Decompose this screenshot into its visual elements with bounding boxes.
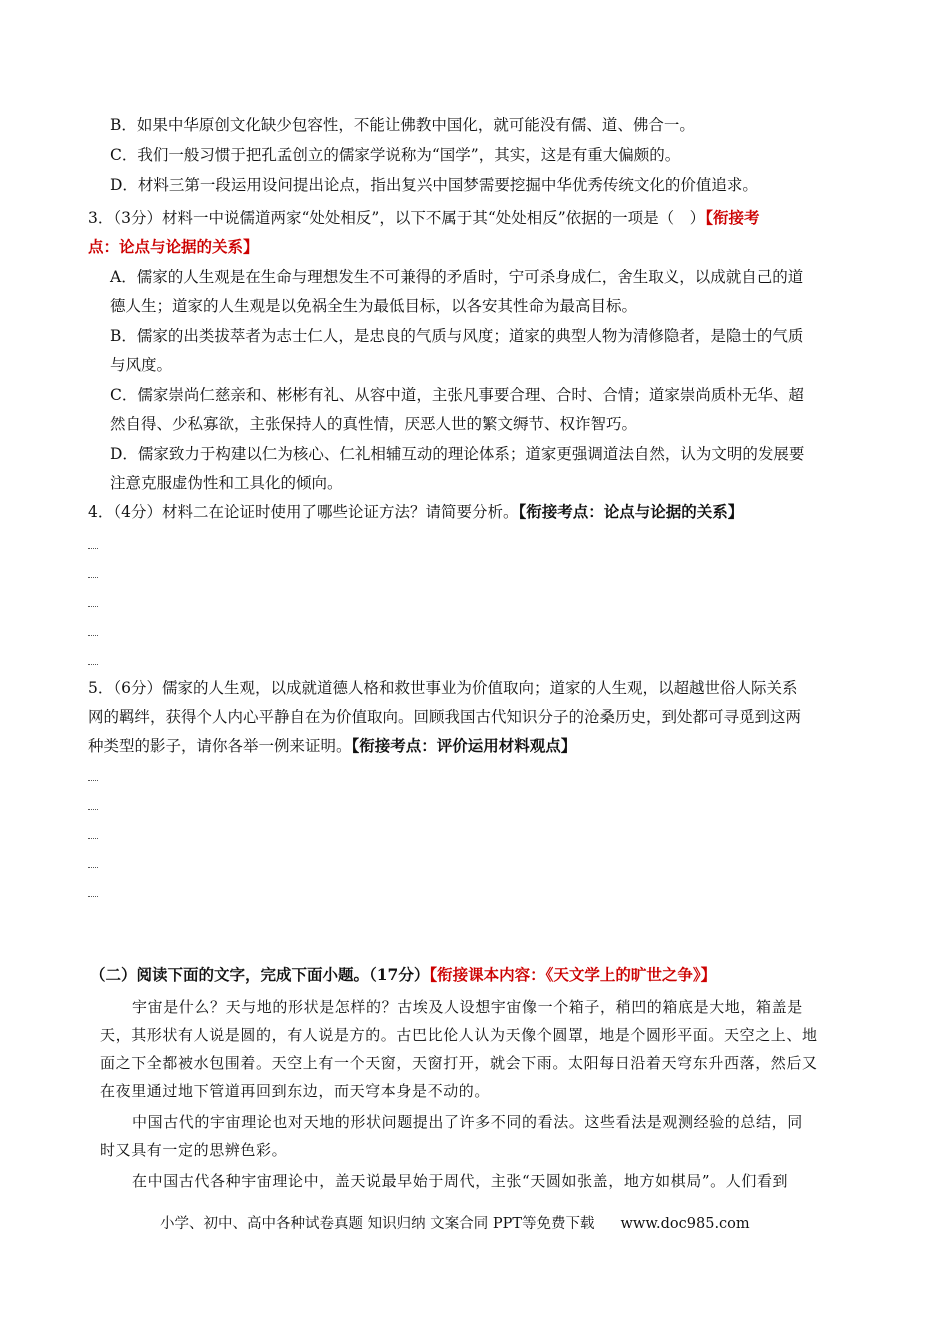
q3-option-b-line1: B．儒家的出类拔萃者为志士仁人，是忠良的气质与风度；道家的典型人物为清修隐者，是隐士的气质 [110,327,804,345]
section2-heading [90,964,716,986]
passage-p2-line1: 中国古代的宇宙理论也对天地的形状问题提出了许多不同的看法。这些看法是观测经验的总结，同 [132,1113,803,1131]
q4-answer-line-4[interactable] [88,635,98,636]
q5-answer-line-1[interactable] [88,780,98,781]
passage-p1-line2: 天，其形状有人说是圆的，有人说是方的。古巴比伦人认为天像个圆罩，地是个圆形平面。天空之上、地 [100,1026,818,1044]
q3-tag-part2: 点：论点与论据的关系】 [88,237,259,256]
passage-p2-line2: 时又具有一定的思辨色彩。 [100,1141,288,1159]
q4-stem [88,501,743,523]
q5-stem-line2: 网的羁绊，获得个人内心平静自在为价值取向。回顾我国古代知识分子的沧桑历史，到处都可寻觅到这两 [88,708,802,726]
q3-stem [88,207,759,229]
q3-option-b-line2: 与风度。 [110,356,173,374]
passage-p1-line1: 宇宙是什么？天与地的形状是怎样的？古埃及人设想宇宙像一个箱子，稍凹的箱底是大地，箱盖是 [132,998,803,1016]
section2-tag: 【衔接课本内容：《天文学上的旷世之争》】 [429,965,717,984]
q5-stem-line3-text: 种类型的影子，请你各举一例来证明。 [88,737,352,755]
footer-text: 小学、初中、高中各种试卷真题 知识归纳 文案合同 PPT等免费下载 [160,1216,595,1232]
q4-answer-line-1[interactable] [88,548,98,549]
q5-answer-line-5[interactable] [88,896,98,897]
q4-answer-line-3[interactable] [88,606,98,607]
q4-answer-line-5[interactable] [88,664,98,665]
q5-answer-line-3[interactable] [88,838,98,839]
passage-p1-line3: 面之下全都被水包围着。天空上有一个天窗，天窗打开，就会下雨。太阳每日沿着天穹东升西落，然后又 [100,1054,818,1072]
q5-stem-line3 [88,735,576,757]
passage-p1-line4: 在夜里通过地下管道再回到东边，而天穹本身是不动的。 [100,1082,491,1100]
page-footer [160,1212,750,1233]
q3-tag-part1: 【衔接考 [705,208,760,227]
footer-url[interactable]: www.doc985.com [620,1216,750,1232]
passage-p3-line1: 在中国古代各种宇宙理论中，盖天说最早始于周代，主张“天圆如张盖，地方如棋局”。人们看到 [132,1172,789,1190]
q2-option-c: C．我们一般习惯于把孔孟创立的儒家学说称为“国学”，其实，这是有重大偏颇的。 [110,146,681,164]
q4-tag: 【衔接考点：论点与论据的关系】 [518,502,744,521]
q2-option-d: D．材料三第一段运用设问提出论点，指出复兴中国梦需要挖掘中华优秀传统文化的价值追求。 [110,176,758,194]
q5-tag: 【衔接考点：评价运用材料观点】 [351,736,577,755]
q3-option-c-line1: C．儒家崇尚仁慈亲和、彬彬有礼、从容中道，主张凡事要合理、合时、合情；道家崇尚质朴无华、超 [110,386,804,404]
q3-stem-text: 3．（3分）材料一中说儒道两家“处处相反”，以下不属于其“处处相反”依据的一项是（ ） [88,209,706,227]
q5-answer-line-4[interactable] [88,867,98,868]
section2-heading-text: （二）阅读下面的文字，完成下面小题。（17分） [90,965,430,984]
q3-option-d-line2: 注意克服虚伪性和工具化的倾向。 [110,474,343,492]
q2-option-b: B．如果中华原创文化缺少包容性，不能让佛教中国化，就可能没有儒、道、佛合一。 [110,116,695,134]
q4-stem-text: 4．（4分）材料二在论证时使用了哪些论证方法？请简要分析。 [88,503,519,521]
q3-option-c-line2: 然自得、少私寡欲，主张保持人的真性情，厌恶人世的繁文缛节、权诈智巧。 [110,415,638,433]
q4-answer-line-2[interactable] [88,577,98,578]
q3-option-a-line1: A．儒家的人生观是在生命与理想发生不可兼得的矛盾时，宁可杀身成仁，舍生取义，以成就自己的道 [110,268,804,286]
q3-option-d-line1: D．儒家致力于构建以仁为核心、仁礼相辅互动的理论体系；道家更强调道法自然，认为文明的发展要 [110,445,805,463]
q5-stem-line1: 5．（6分）儒家的人生观，以成就道德人格和救世事业为价值取向；道家的人生观，以超越世俗人际关系 [88,679,798,697]
q3-option-a-line2: 德人生；道家的人生观是以免祸全生为最低目标，以各安其性命为最高目标。 [110,297,638,315]
q5-answer-line-2[interactable] [88,809,98,810]
